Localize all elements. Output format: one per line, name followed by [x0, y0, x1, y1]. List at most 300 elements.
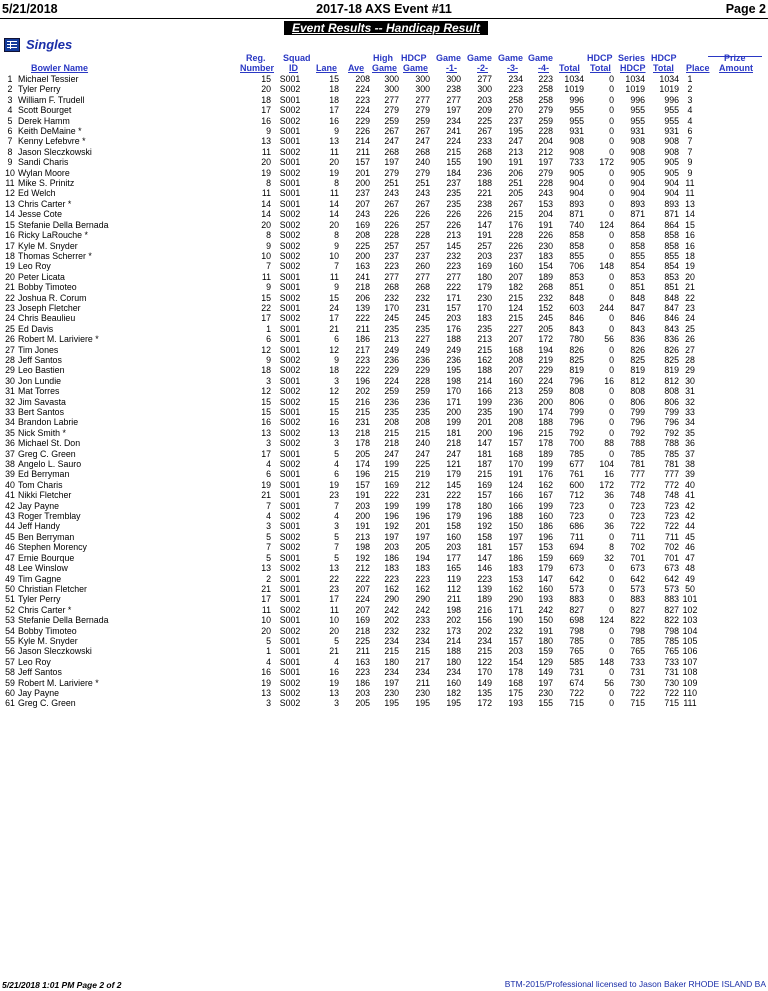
- row-num: 57: [5, 656, 15, 667]
- game-2: 235: [477, 323, 492, 334]
- series-hdcp: 826: [630, 344, 645, 355]
- hdcp-game: 268: [415, 282, 430, 293]
- hdcp-game: 247: [415, 136, 430, 147]
- row-num: 17: [5, 240, 15, 251]
- reg-number: 17: [261, 105, 271, 116]
- game-1: 277: [446, 94, 461, 105]
- hdcp-total: 0: [609, 667, 614, 678]
- series-hdcp: 836: [630, 334, 645, 345]
- average: 157: [355, 157, 370, 168]
- game-4: 259: [538, 115, 553, 126]
- high-game: 268: [384, 282, 399, 293]
- game-1: 184: [446, 167, 461, 178]
- game-4: 196: [538, 531, 553, 542]
- squad-id: S002: [279, 687, 301, 698]
- bowler-name: Leo Roy: [18, 656, 51, 667]
- game-4: 258: [538, 94, 553, 105]
- game-1: 222: [446, 282, 461, 293]
- table-row: [2, 626, 721, 636]
- hdcp-total: 0: [609, 386, 614, 397]
- row-num: 41: [5, 490, 15, 501]
- average: 191: [355, 521, 370, 532]
- squad-id: S002: [279, 386, 301, 397]
- average: 216: [355, 396, 370, 407]
- col-g2: -2-: [477, 63, 488, 73]
- series-hdcp: 781: [630, 459, 645, 470]
- hdcp-game: 257: [415, 219, 430, 230]
- average: 205: [355, 448, 370, 459]
- total: 871: [569, 209, 584, 220]
- result-banner: [284, 21, 488, 35]
- prize-amount: [701, 365, 721, 375]
- game-4: 189: [538, 448, 553, 459]
- reg-number: 11: [261, 604, 271, 615]
- prize-amount: [701, 303, 721, 313]
- high-game: 267: [384, 198, 399, 209]
- series-hdcp: 792: [630, 427, 645, 438]
- total: 792: [569, 427, 584, 438]
- bowler-name: Michael Tessier: [18, 74, 79, 84]
- place: 3: [687, 94, 693, 105]
- game-2: 213: [477, 334, 492, 345]
- hdcp-total: 148: [599, 261, 614, 272]
- game-2: 225: [477, 115, 492, 126]
- lane: 5: [334, 531, 339, 542]
- series-hdcp: 905: [630, 167, 645, 178]
- series-hdcp: 871: [630, 209, 645, 220]
- hdcp-final-total: 642: [664, 573, 679, 584]
- bowler-name: Brandon Labrie: [18, 417, 79, 428]
- hdcp-game: 279: [415, 167, 430, 178]
- row-num: 25: [5, 323, 15, 334]
- high-game: 230: [384, 687, 399, 698]
- average: 217: [355, 344, 370, 355]
- hdcp-total: 148: [599, 656, 614, 667]
- squad-id: S002: [279, 230, 301, 241]
- reg-number: 19: [261, 479, 271, 490]
- game-4: 204: [538, 209, 553, 220]
- prize-amount: [701, 241, 721, 251]
- game-4: 279: [538, 105, 553, 116]
- bowler-name: Ernie Bourque: [18, 552, 75, 563]
- high-game: 235: [384, 407, 399, 417]
- banner-title: Event Results -- Handicap Result: [291, 21, 481, 35]
- reg-number: 11: [261, 271, 271, 282]
- reg-number: 15: [261, 292, 271, 303]
- col-high: Game: [372, 63, 398, 73]
- hdcp-game: 196: [415, 511, 430, 522]
- game-1: 211: [446, 594, 461, 605]
- game-1: 112: [446, 583, 461, 594]
- hdcp-game: 251: [415, 178, 430, 189]
- reg-number: 12: [261, 344, 271, 355]
- game-3: 267: [508, 198, 523, 209]
- hdcp-total: 0: [609, 646, 614, 657]
- bowler-name: Nikki Fletcher: [18, 490, 72, 501]
- total: 855: [569, 250, 584, 261]
- high-game: 222: [384, 490, 399, 501]
- reg-number: 9: [266, 126, 271, 137]
- reg-number: 9: [266, 282, 271, 293]
- row-num: 15: [5, 219, 15, 230]
- squad-id: S001: [279, 594, 301, 605]
- row-num: 10: [5, 167, 15, 178]
- squad-id: S002: [279, 219, 301, 230]
- row-num: 24: [5, 313, 15, 324]
- game-3: 154: [508, 656, 523, 667]
- average: 208: [355, 230, 370, 241]
- hdcp-total: 8: [609, 542, 614, 553]
- hdcp-final-total: 905: [664, 167, 679, 178]
- game-1: 218: [446, 438, 461, 449]
- hdcp-game: 231: [415, 302, 430, 313]
- squad-id: S001: [279, 490, 301, 501]
- squad-id: S002: [279, 511, 301, 522]
- game-2: 147: [477, 438, 492, 449]
- total: 883: [569, 594, 584, 605]
- average: 207: [355, 604, 370, 615]
- hdcp-final-total: 871: [664, 209, 679, 220]
- squad-id: S001: [279, 126, 301, 137]
- average: 139: [355, 302, 370, 313]
- total: 908: [569, 146, 584, 157]
- game-3: 270: [508, 105, 523, 116]
- table-row: [2, 95, 721, 105]
- average: 222: [355, 573, 370, 584]
- total: 694: [569, 542, 584, 553]
- table-row: [2, 241, 721, 251]
- row-num: 9: [7, 157, 13, 168]
- squad-id: S002: [279, 146, 301, 157]
- reg-number: 3: [266, 521, 271, 532]
- hdcp-game: 215: [415, 427, 430, 438]
- series-hdcp: 722: [630, 687, 645, 698]
- series-hdcp: 701: [630, 552, 645, 563]
- row-num: 47: [5, 552, 15, 563]
- hdcp-final-total: 722: [664, 687, 679, 698]
- prize-amount: [701, 105, 721, 115]
- high-game: 232: [384, 292, 399, 303]
- squad-id: S002: [279, 542, 301, 553]
- lane: 13: [329, 687, 339, 698]
- place: 2: [687, 84, 693, 95]
- series-hdcp: 908: [630, 146, 645, 157]
- col-g1: -1-: [446, 63, 457, 73]
- prize-amount: [701, 261, 721, 271]
- reg-number: 17: [261, 448, 271, 459]
- hdcp-final-total: 826: [664, 344, 679, 355]
- total: 600: [569, 479, 584, 490]
- game-4: 147: [538, 573, 553, 584]
- reg-number: 10: [261, 250, 271, 261]
- game-1: 119: [446, 573, 461, 584]
- bowler-name: Jay Payne: [18, 500, 60, 511]
- squad-id: S001: [279, 615, 301, 626]
- game-4: 224: [538, 375, 553, 386]
- game-1: 199: [446, 417, 461, 428]
- high-game: 192: [384, 521, 399, 532]
- col-squad: ID: [289, 63, 298, 73]
- hdcp-total: 0: [609, 448, 614, 459]
- game-2: 183: [477, 313, 492, 324]
- lane: 11: [329, 188, 339, 199]
- game-1: 237: [446, 178, 461, 189]
- lane: 13: [329, 427, 339, 438]
- lane: 21: [329, 646, 339, 657]
- high-game: 224: [384, 375, 399, 386]
- series-hdcp: 723: [630, 511, 645, 522]
- squad-id: S001: [279, 500, 301, 511]
- game-3: 215: [508, 292, 523, 303]
- squad-id: S001: [279, 136, 301, 147]
- hdcp-game: 245: [415, 313, 430, 324]
- game-4: 230: [538, 687, 553, 698]
- table-row: [2, 553, 721, 563]
- col-g4-top: Game: [528, 53, 554, 63]
- place: 13: [685, 198, 695, 209]
- reg-number: 20: [261, 157, 271, 168]
- game-3: 168: [508, 344, 523, 355]
- game-3: 168: [508, 448, 523, 459]
- prize-amount: [701, 428, 721, 438]
- lane: 16: [329, 417, 339, 428]
- game-2: 199: [477, 396, 492, 407]
- row-num: 6: [7, 126, 13, 137]
- squad-id: S002: [279, 115, 301, 126]
- game-1: 173: [446, 625, 461, 636]
- game-2: 216: [477, 604, 492, 615]
- game-3: 157: [508, 542, 523, 553]
- game-1: 165: [446, 563, 461, 574]
- table-row: [2, 84, 721, 94]
- place: 26: [685, 334, 695, 345]
- place: 4: [687, 115, 693, 126]
- bowler-name: Chris Carter *: [18, 604, 72, 615]
- series-hdcp: 777: [630, 469, 645, 480]
- game-3: 227: [508, 323, 523, 334]
- place: 20: [685, 271, 695, 282]
- reg-number: 21: [261, 583, 271, 594]
- squad-id: S002: [279, 417, 301, 428]
- hdcp-total: 0: [609, 573, 614, 584]
- footer-timestamp: 5/21/2018 1:01 PM Page 2 of 2: [2, 980, 122, 990]
- total: 819: [569, 365, 584, 376]
- hdcp-game: 300: [415, 84, 430, 95]
- series-hdcp: 853: [630, 271, 645, 282]
- game-1: 215: [446, 146, 461, 157]
- game-2: 122: [477, 656, 492, 667]
- hdcp-final-total: 806: [664, 396, 679, 407]
- hdcp-final-total: 836: [664, 334, 679, 345]
- reg-number: 13: [261, 687, 271, 698]
- row-num: 32: [5, 396, 15, 407]
- average: 215: [355, 407, 370, 417]
- hdcp-total: 0: [609, 250, 614, 261]
- col-series-top: Series: [618, 53, 646, 63]
- game-2: 149: [477, 677, 492, 688]
- game-3: 237: [508, 115, 523, 126]
- prize-amount: [701, 490, 721, 500]
- high-game: 259: [384, 115, 399, 126]
- hdcp-game: 236: [415, 354, 430, 365]
- game-2: 169: [477, 479, 492, 490]
- game-1: 188: [446, 646, 461, 657]
- prize-amount: [701, 74, 721, 84]
- hdcp-total: 172: [599, 479, 614, 490]
- table-grid-icon: [4, 38, 20, 52]
- row-num: 38: [5, 459, 15, 470]
- prize-amount: [701, 397, 721, 407]
- row-num: 59: [5, 677, 15, 688]
- hdcp-total: 0: [609, 635, 614, 646]
- col-high-top: High: [373, 53, 393, 63]
- place: 42: [685, 511, 695, 522]
- average: 229: [355, 115, 370, 126]
- average: 200: [355, 250, 370, 261]
- high-game: 234: [384, 667, 399, 678]
- hdcp-final-total: 731: [664, 667, 679, 678]
- bowler-name: Jason Sleczkowski: [18, 146, 92, 157]
- hdcp-final-total: 847: [664, 302, 679, 313]
- place: 29: [685, 365, 695, 376]
- col-series: HDCP: [620, 63, 646, 73]
- average: 226: [355, 126, 370, 137]
- high-game: 162: [384, 583, 399, 594]
- game-1: 202: [446, 615, 461, 626]
- high-game: 228: [384, 230, 399, 241]
- lane: 13: [329, 563, 339, 574]
- series-hdcp: 846: [630, 313, 645, 324]
- row-num: 34: [5, 417, 15, 428]
- reg-number: 13: [261, 427, 271, 438]
- squad-id: S001: [279, 667, 301, 678]
- average: 174: [355, 459, 370, 470]
- series-hdcp: 825: [630, 354, 645, 365]
- squad-id: S002: [279, 261, 301, 272]
- reg-number: 18: [261, 365, 271, 376]
- table-row: [2, 469, 721, 479]
- bowler-name: Robert M. Lariviere *: [18, 677, 99, 688]
- average: 186: [355, 677, 370, 688]
- hdcp-game: 249: [415, 344, 430, 355]
- bowler-name: Michael St. Don: [18, 438, 81, 449]
- reg-number: 17: [261, 594, 271, 605]
- hdcp-game: 227: [415, 334, 430, 345]
- game-4: 189: [538, 271, 553, 282]
- col-g3-top: Game: [498, 53, 524, 63]
- game-2: 162: [477, 354, 492, 365]
- game-3: 226: [508, 240, 523, 251]
- lane: 16: [329, 115, 339, 126]
- bowler-name: Kyle M. Snyder: [18, 240, 78, 251]
- game-4: 226: [538, 230, 553, 241]
- hdcp-total: 0: [609, 563, 614, 574]
- hdcp-final-total: 827: [664, 604, 679, 615]
- series-hdcp: 905: [630, 157, 645, 168]
- bowler-name: Nick Smith *: [18, 427, 66, 438]
- game-4: 149: [538, 667, 553, 678]
- table-row: [2, 397, 721, 407]
- series-hdcp: 812: [630, 375, 645, 386]
- prize-amount: [701, 688, 721, 698]
- game-3: 237: [508, 250, 523, 261]
- hdcp-game: 300: [415, 74, 430, 84]
- hdcp-game: 162: [415, 583, 430, 594]
- bowler-name: Greg C. Green: [18, 698, 76, 709]
- game-1: 198: [446, 604, 461, 615]
- total: 851: [569, 282, 584, 293]
- place: 108: [682, 667, 698, 678]
- high-game: 247: [384, 136, 399, 147]
- game-3: 223: [508, 84, 523, 95]
- series-hdcp: 908: [630, 136, 645, 147]
- col-g2-top: Game: [467, 53, 493, 63]
- reg-number: 4: [266, 656, 271, 667]
- prize-amount: [701, 480, 721, 490]
- lane: 13: [329, 136, 339, 147]
- game-2: 236: [477, 167, 492, 178]
- hdcp-game: 237: [415, 250, 430, 261]
- high-game: 186: [384, 552, 399, 563]
- hdcp-game: 195: [415, 698, 430, 709]
- row-num: 26: [5, 334, 15, 345]
- reg-number: 19: [261, 677, 271, 688]
- total: 798: [569, 625, 584, 636]
- squad-id: S001: [279, 479, 301, 490]
- game-1: 236: [446, 354, 461, 365]
- squad-id: S001: [279, 188, 301, 199]
- game-2: 156: [477, 615, 492, 626]
- game-4: 159: [538, 646, 553, 657]
- average: 191: [355, 490, 370, 501]
- place: 42: [685, 500, 695, 511]
- reg-number: 4: [266, 511, 271, 522]
- game-2: 200: [477, 427, 492, 438]
- row-num: 44: [5, 521, 15, 532]
- hdcp-final-total: 851: [664, 282, 679, 293]
- total: 733: [569, 157, 584, 168]
- place: 23: [685, 302, 695, 313]
- game-1: 223: [446, 261, 461, 272]
- game-3: 213: [508, 386, 523, 397]
- place: 24: [685, 313, 695, 324]
- game-3: 183: [508, 563, 523, 574]
- prize-amount: [701, 417, 721, 427]
- hdcp-game: 257: [415, 240, 430, 251]
- lane: 9: [334, 240, 339, 251]
- total: 1019: [564, 84, 584, 95]
- average: 237: [355, 188, 370, 199]
- game-3: 197: [508, 531, 523, 542]
- lane: 14: [329, 198, 339, 209]
- table-row: [2, 355, 721, 365]
- lane: 17: [329, 105, 339, 116]
- bowler-name: Lee Winslow: [18, 563, 68, 574]
- hdcp-final-total: 781: [664, 459, 679, 470]
- bowler-name: Jon Lundie: [18, 375, 62, 386]
- bowler-name: Chris Carter *: [18, 198, 72, 209]
- total: 799: [569, 407, 584, 417]
- hdcp-total: 0: [609, 500, 614, 511]
- total: 765: [569, 646, 584, 657]
- game-2: 300: [477, 84, 492, 95]
- total: 673: [569, 563, 584, 574]
- game-1: 145: [446, 240, 461, 251]
- bowler-name: Jeff Santos: [18, 667, 62, 678]
- average: 196: [355, 469, 370, 480]
- game-2: 201: [477, 417, 492, 428]
- prize-amount: [701, 542, 721, 552]
